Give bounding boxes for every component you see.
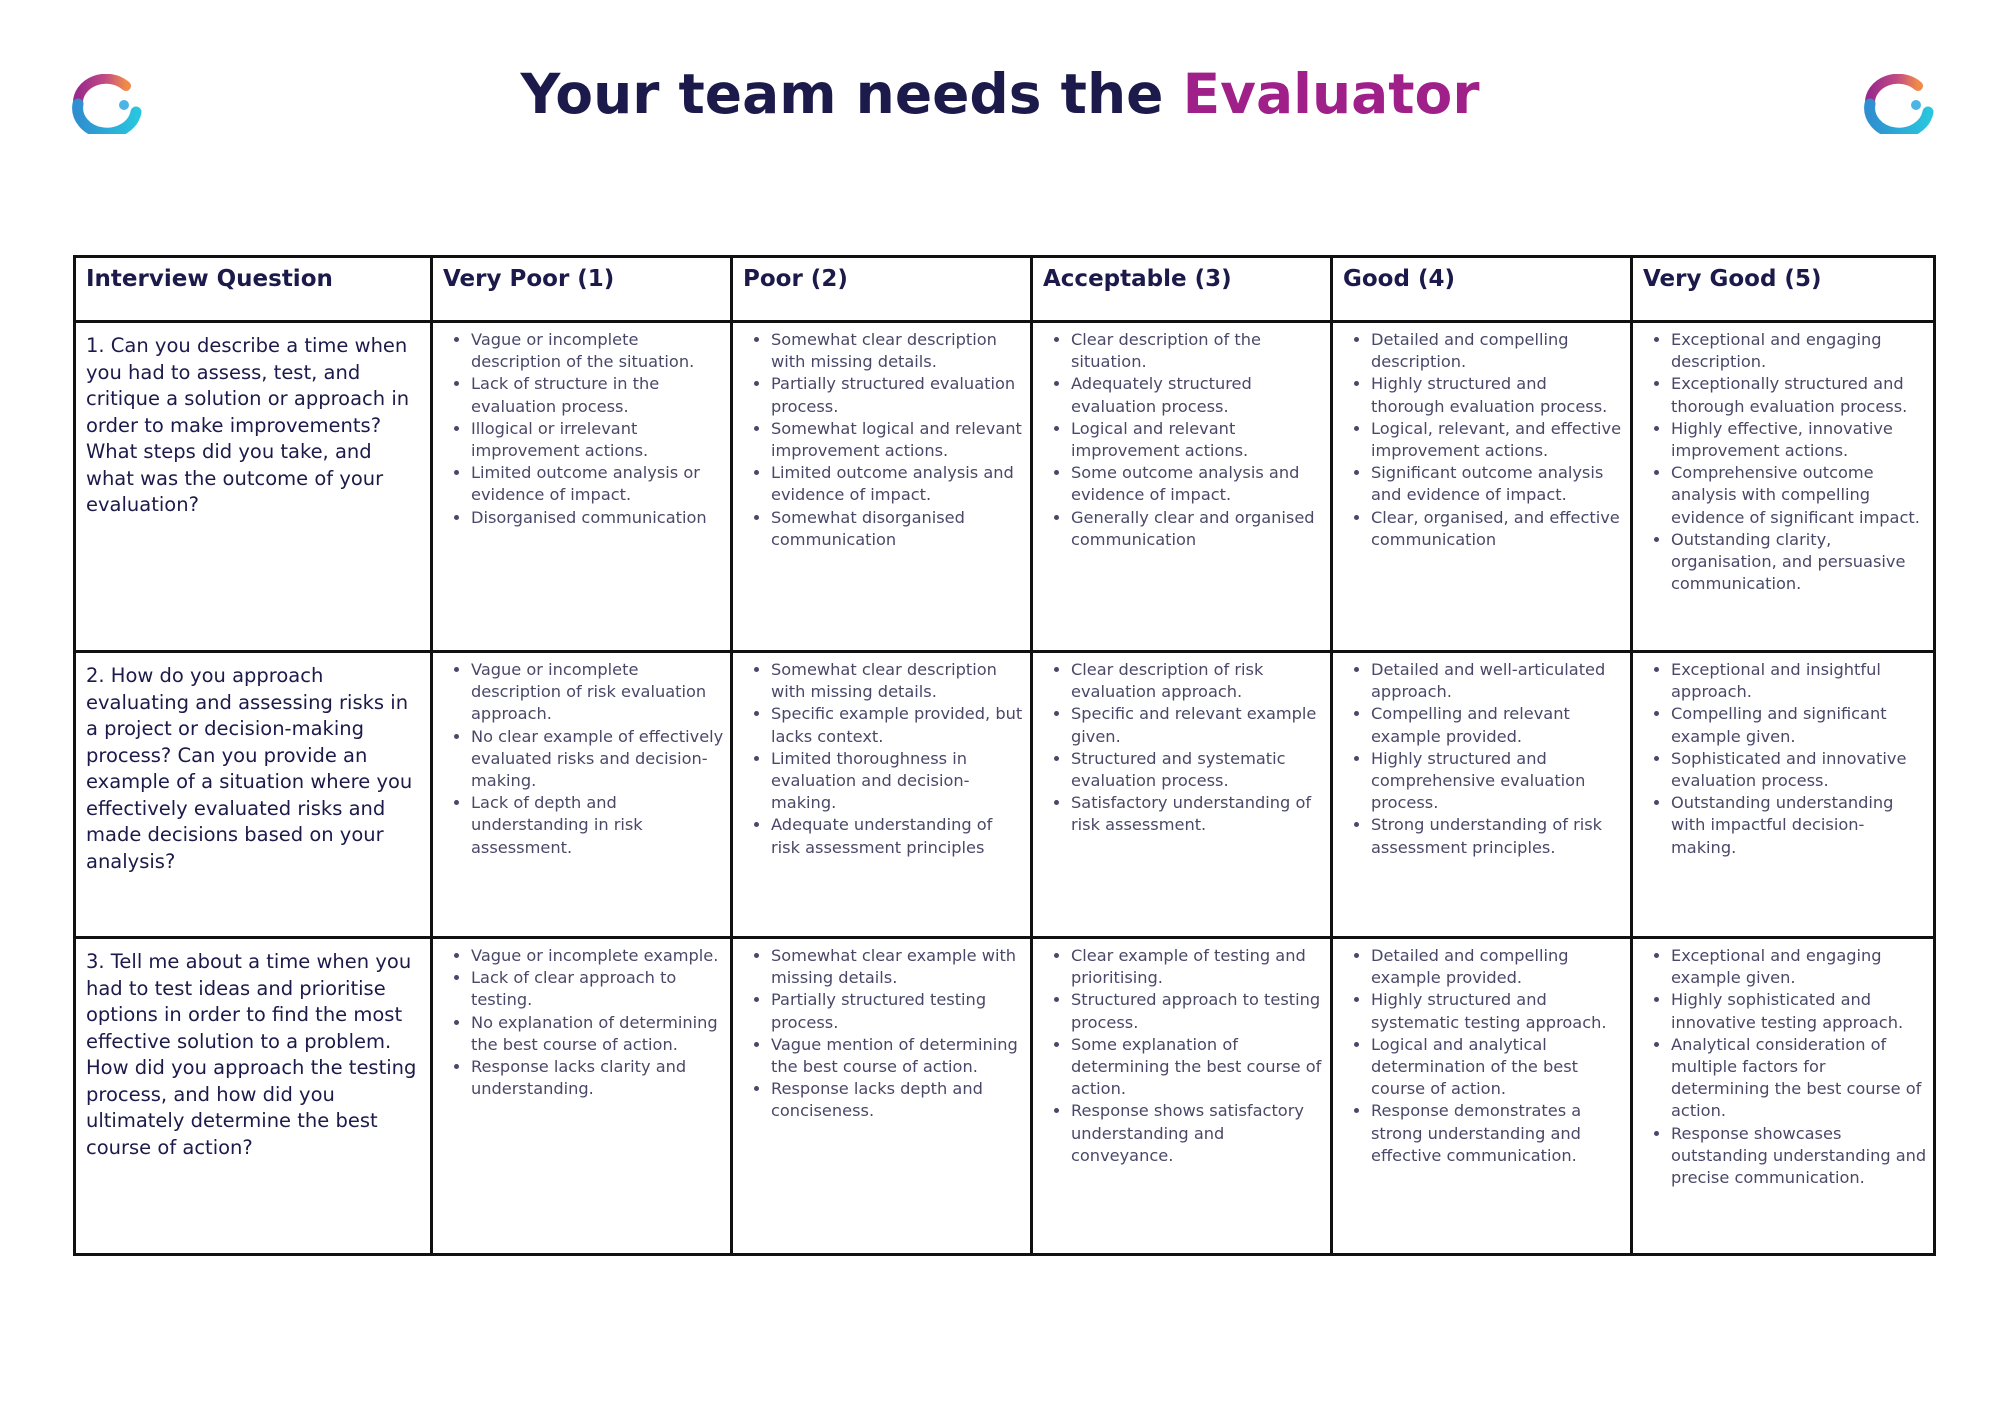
- criterion-item: • Analytical consideration of multiple factors for determining the best course of action.: [1671, 1034, 1927, 1123]
- criterion-item: • Response shows satisfactory understanding and conveyance.: [1071, 1100, 1324, 1167]
- criterion-item: • Clear example of testing and prioritising.: [1071, 945, 1324, 989]
- criterion-item: • Response lacks depth and conciseness.: [771, 1078, 1024, 1122]
- rating-cell-poor: [732, 322, 1032, 652]
- question-cell: 2. How do you approach evaluating and assessing risks in a project or decision-making process? Can you provide an example of a situation where you effectively evaluated risks and made decisions based on your analysis?: [75, 652, 432, 938]
- rating-cell-acceptable: [1032, 938, 1332, 1255]
- criterion-item: • Lack of clear approach to testing.: [471, 967, 724, 1011]
- title-prefix: Your team needs the: [520, 62, 1183, 126]
- evaluation-rubric-table: [73, 255, 1936, 1256]
- criterion-item: • Generally clear and organised communication: [1071, 507, 1324, 551]
- criterion-item: • Adequate understanding of risk assessment principles: [771, 814, 1024, 858]
- criterion-item: • Adequately structured evaluation process.: [1071, 373, 1324, 417]
- criterion-item: • Detailed and compelling example provided.: [1371, 945, 1624, 989]
- criterion-item: • Vague or incomplete description of the situation.: [471, 329, 724, 373]
- rating-cell-very-poor: [432, 322, 732, 652]
- criterion-item: • Vague mention of determining the best course of action.: [771, 1034, 1024, 1078]
- criterion-item: • Limited outcome analysis or evidence of impact.: [471, 462, 724, 506]
- criterion-item: • Logical and relevant improvement actions.: [1071, 418, 1324, 462]
- table-header-row: [75, 257, 1935, 322]
- criterion-item: • Response showcases outstanding understanding and precise communication.: [1671, 1123, 1927, 1190]
- criterion-item: • Lack of depth and understanding in risk assessment.: [471, 792, 724, 859]
- criterion-item: • Highly structured and thorough evaluation process.: [1371, 373, 1624, 417]
- criterion-item: • Sophisticated and innovative evaluation process.: [1671, 748, 1927, 792]
- criterion-item: • Outstanding understanding with impactful decision-making.: [1671, 792, 1927, 859]
- criterion-item: • Some explanation of determining the best course of action.: [1071, 1034, 1324, 1101]
- rating-cell-very-poor: [432, 652, 732, 938]
- criterion-item: • Compelling and relevant example provided.: [1371, 703, 1624, 747]
- criterion-item: • Partially structured testing process.: [771, 989, 1024, 1033]
- criterion-item: • Detailed and compelling description.: [1371, 329, 1624, 373]
- rating-cell-poor: [732, 652, 1032, 938]
- rating-cell-very-good: [1632, 938, 1935, 1255]
- criterion-item: • Somewhat disorganised communication: [771, 507, 1024, 551]
- criterion-item: • Clear, organised, and effective communication: [1371, 507, 1624, 551]
- criterion-item: • Highly sophisticated and innovative testing approach.: [1671, 989, 1927, 1033]
- rating-cell-very-good: [1632, 652, 1935, 938]
- rating-cell-good: [1332, 322, 1632, 652]
- criterion-item: • Significant outcome analysis and evidence of impact.: [1371, 462, 1624, 506]
- rating-cell-very-poor: [432, 938, 732, 1255]
- criterion-item: • Structured and systematic evaluation process.: [1071, 748, 1324, 792]
- criterion-item: • Partially structured evaluation process.: [771, 373, 1024, 417]
- question-cell: 1. Can you describe a time when you had to assess, test, and critique a solution or approach in order to make improvements? What steps did you take, and what was the outcome of your evaluation?: [75, 322, 432, 652]
- criterion-item: • No explanation of determining the best course of action.: [471, 1012, 724, 1056]
- header-interview-question: Interview Question: [75, 257, 432, 322]
- criterion-item: • Comprehensive outcome analysis with compelling evidence of significant impact.: [1671, 462, 1927, 529]
- header-very-poor: Very Poor (1): [432, 257, 732, 322]
- criterion-item: • Response lacks clarity and understanding.: [471, 1056, 724, 1100]
- criterion-item: • Illogical or irrelevant improvement actions.: [471, 418, 724, 462]
- criterion-item: • Limited outcome analysis and evidence of impact.: [771, 462, 1024, 506]
- criterion-item: • Structured approach to testing process.: [1071, 989, 1324, 1033]
- criterion-item: • Some outcome analysis and evidence of impact.: [1071, 462, 1324, 506]
- criterion-item: • Exceptional and engaging description.: [1671, 329, 1927, 373]
- criterion-item: • Somewhat logical and relevant improvement actions.: [771, 418, 1024, 462]
- criterion-item: • Specific example provided, but lacks context.: [771, 703, 1024, 747]
- page-title: [0, 62, 2000, 126]
- criterion-item: • Limited thoroughness in evaluation and decision-making.: [771, 748, 1024, 815]
- criterion-item: • Disorganised communication: [471, 507, 724, 529]
- criterion-item: • Highly effective, innovative improvement actions.: [1671, 418, 1927, 462]
- criterion-item: • Vague or incomplete description of risk evaluation approach.: [471, 659, 724, 726]
- criterion-item: • Clear description of the situation.: [1071, 329, 1324, 373]
- criterion-item: • Somewhat clear description with missing details.: [771, 329, 1024, 373]
- rating-cell-good: [1332, 652, 1632, 938]
- criterion-item: • Detailed and well-articulated approach.: [1371, 659, 1624, 703]
- criterion-item: • Specific and relevant example given.: [1071, 703, 1324, 747]
- criterion-item: • Response demonstrates a strong understanding and effective communication.: [1371, 1100, 1624, 1167]
- rating-cell-good: [1332, 938, 1632, 1255]
- criterion-item: • Compelling and significant example given.: [1671, 703, 1927, 747]
- header-good: Good (4): [1332, 257, 1632, 322]
- criterion-item: • Exceptional and insightful approach.: [1671, 659, 1927, 703]
- question-cell: 3. Tell me about a time when you had to test ideas and prioritise options in order to find the most effective solution to a problem. How did you approach the testing process, and how did you ultimately determine the best course of action?: [75, 938, 432, 1255]
- criterion-item: • Exceptionally structured and thorough evaluation process.: [1671, 373, 1927, 417]
- criterion-item: • Highly structured and comprehensive evaluation process.: [1371, 748, 1624, 815]
- table-row: [75, 322, 1935, 652]
- title-accent: Evaluator: [1182, 62, 1480, 126]
- criterion-item: • Satisfactory understanding of risk assessment.: [1071, 792, 1324, 836]
- rating-cell-acceptable: [1032, 652, 1332, 938]
- criterion-item: • Somewhat clear description with missing details.: [771, 659, 1024, 703]
- criterion-item: • Highly structured and systematic testing approach.: [1371, 989, 1624, 1033]
- rating-cell-acceptable: [1032, 322, 1332, 652]
- criterion-item: • Logical and analytical determination of the best course of action.: [1371, 1034, 1624, 1101]
- criterion-item: • Exceptional and engaging example given.: [1671, 945, 1927, 989]
- header-acceptable: Acceptable (3): [1032, 257, 1332, 322]
- criterion-item: • Lack of structure in the evaluation process.: [471, 373, 724, 417]
- table-row: [75, 938, 1935, 1255]
- rating-cell-poor: [732, 938, 1032, 1255]
- header-poor: Poor (2): [732, 257, 1032, 322]
- criterion-item: • No clear example of effectively evaluated risks and decision-making.: [471, 726, 724, 793]
- header-very-good: Very Good (5): [1632, 257, 1935, 322]
- criterion-item: • Clear description of risk evaluation approach.: [1071, 659, 1324, 703]
- criterion-item: • Vague or incomplete example.: [471, 945, 724, 967]
- rating-cell-very-good: [1632, 322, 1935, 652]
- criterion-item: • Outstanding clarity, organisation, and persuasive communication.: [1671, 529, 1927, 596]
- criterion-item: • Somewhat clear example with missing details.: [771, 945, 1024, 989]
- table-row: [75, 652, 1935, 938]
- criterion-item: • Strong understanding of risk assessment principles.: [1371, 814, 1624, 858]
- criterion-item: • Logical, relevant, and effective improvement actions.: [1371, 418, 1624, 462]
